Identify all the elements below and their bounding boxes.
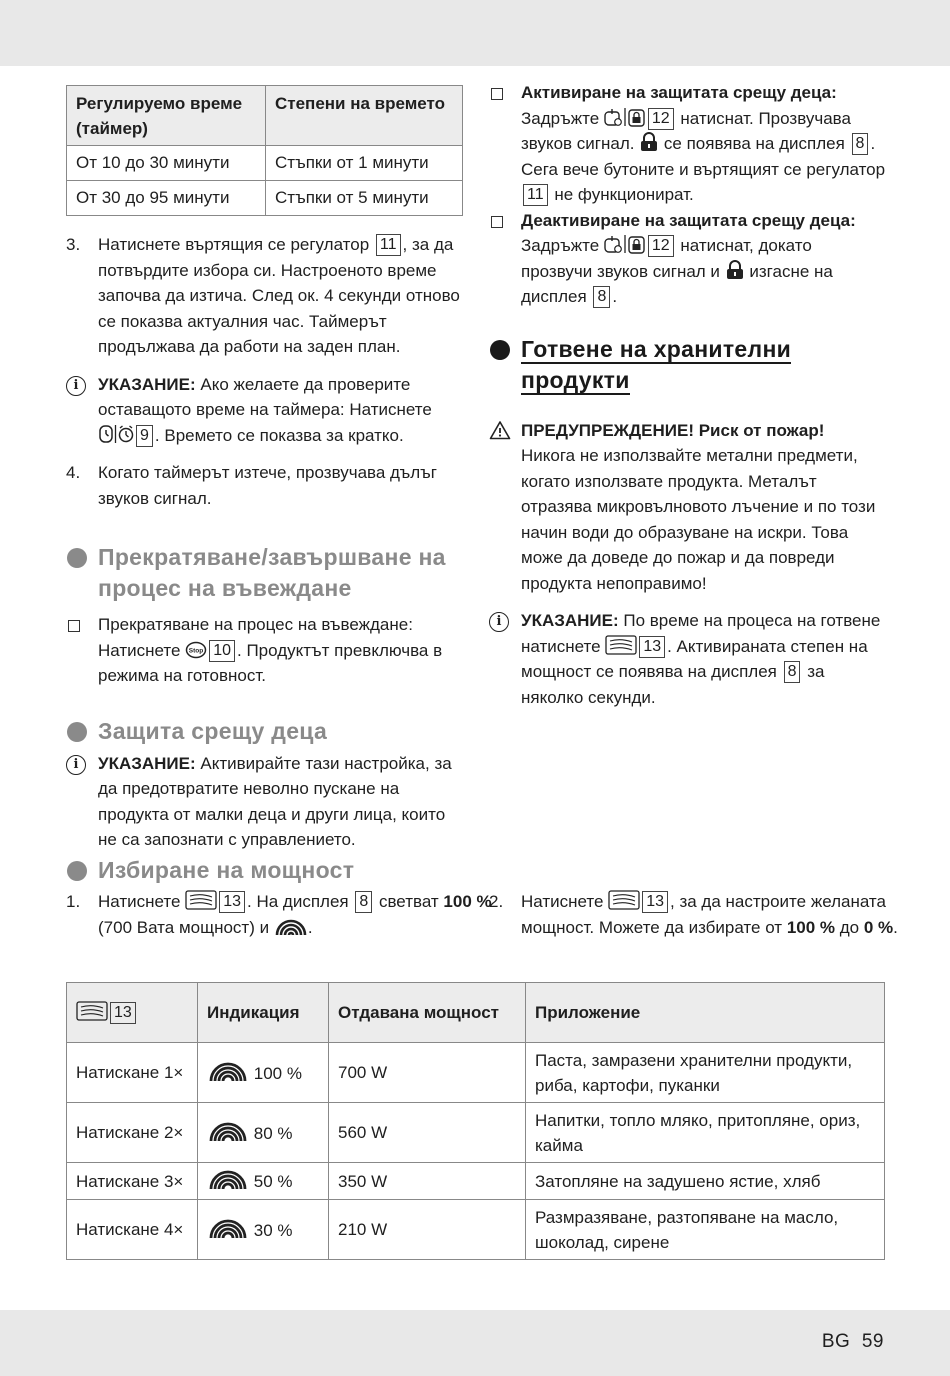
top-band (0, 0, 950, 66)
percent-text: 50 % (253, 1172, 293, 1191)
power-level-icon (274, 916, 308, 936)
item-text: . (612, 287, 618, 306)
info-icon: i (66, 755, 86, 775)
note-text: Ако желаете да проверите оставащото време на таймера: Натиснете (98, 374, 432, 419)
step-text: Натиснете (98, 892, 186, 911)
item-text: натиснат, докато прозвучи звуков сигнал и (521, 236, 812, 281)
ref-box: 9 (136, 425, 153, 447)
item-title: Деактивиране на защитата срещу деца: (521, 210, 856, 230)
step-text: Натиснете (521, 892, 609, 911)
heading-child-lock (66, 716, 464, 747)
lock-icon (639, 132, 659, 152)
step-number: 4. (66, 463, 81, 482)
table-row (67, 1200, 885, 1260)
warning-text: Никога не използвайте метални предмети, когато използвате продукта. Металът отразява микровълновото лъчение и по този начин води до образуване на искри. Това може да доведе до пожар и да повреди продукта непоправимо! (521, 446, 876, 593)
percent-text: 30 % (253, 1220, 293, 1240)
timer-table (66, 85, 463, 216)
bullet-dot (67, 861, 87, 881)
start-lock-icon (604, 234, 646, 254)
start-lock-icon (604, 107, 646, 127)
table-cell: Натискане 4× (67, 1200, 198, 1260)
table-row (67, 146, 463, 181)
table-cell: Размразяване, разтопяване на масло, шоколад, сирене (526, 1200, 885, 1260)
power-button-icon (608, 890, 640, 910)
heading-text: Защита срещу деца (98, 717, 328, 744)
item-text: изгасне на дисплея (521, 261, 833, 306)
table-cell: Паста, замразени хранителни продукти, риба, картофи, пуканки (526, 1043, 885, 1103)
bullet-dot (67, 548, 87, 568)
cancel-item (66, 612, 464, 689)
wave-arc (223, 1136, 233, 1141)
table-cell: От 30 до 95 минути (67, 181, 266, 216)
stop-icon (185, 641, 207, 659)
note-text: . Времето се показва за кратко. (154, 425, 404, 445)
ref-box: 8 (593, 286, 610, 308)
table-cell: От 10 до 30 минути (67, 146, 266, 181)
ref-box: 10 (209, 640, 235, 662)
note-title: УКАЗАНИЕ: (521, 611, 619, 630)
item-text: Задръжте (521, 236, 604, 255)
table-cell: Стъпки от 5 минути (266, 181, 463, 216)
note-cooking (489, 608, 887, 710)
power-button-icon (76, 1001, 108, 1021)
percent-text: 100 % (253, 1063, 302, 1083)
power-level-icon (207, 1120, 249, 1142)
table-cell: Натискане 3× (67, 1163, 198, 1200)
checkbox-icon (68, 620, 80, 632)
table-cell: Напитки, топло мляко, притопляне, ориз, кайма (526, 1103, 885, 1163)
heading-text: Прекратяване/завършване на процес на въвеждане (98, 544, 446, 601)
step-text: . На дисплея (247, 892, 354, 911)
power-level-icon (207, 1060, 249, 1082)
note-text: за няколко секунди. (521, 662, 825, 707)
note-title: УКАЗАНИЕ: (98, 753, 196, 773)
power-table-header: Приложение (526, 983, 885, 1043)
table-row (67, 181, 463, 216)
warning-fire (489, 418, 887, 597)
item-text: Прекратяване на процес на въвеждане: Натиснете (98, 615, 413, 660)
info-icon: i (66, 376, 86, 396)
power-level-icon (207, 1168, 249, 1190)
power-table-header: Индикация (198, 983, 329, 1043)
power-step-1 (66, 889, 496, 940)
table-cell: 560 W (329, 1103, 526, 1163)
bullet-dot (67, 722, 87, 742)
step-text: Когато таймерът изтече, прозвучава дълъг звуков сигнал. (98, 463, 437, 508)
warning-icon (489, 420, 511, 440)
percent-text: 80 % (253, 1123, 293, 1143)
svg-text:Stop: Stop (188, 647, 204, 654)
ref-box: 11 (376, 234, 401, 256)
item-text: . Сега вече бутоните и въртящият се регулатор (521, 134, 886, 179)
heading-cancel (66, 542, 464, 604)
note-title: УКАЗАНИЕ: (98, 374, 196, 394)
note-text: По време на процеса на готвене натиснете (521, 611, 881, 656)
table-row (67, 1103, 885, 1163)
heading-text: Избиране на мощност (98, 857, 355, 883)
item-text: не функционират. (549, 185, 694, 204)
wave-arc (223, 1076, 233, 1081)
language-code: BG (821, 1331, 851, 1352)
timer-header-2: Степени на времето (266, 86, 463, 146)
table-cell (198, 1103, 329, 1163)
ref-box: 13 (219, 891, 245, 913)
ref-box: 13 (642, 891, 668, 913)
ref-box: 8 (852, 133, 869, 155)
power-button-icon (185, 890, 217, 910)
heading-power (66, 855, 496, 886)
ref-box: 11 (523, 184, 548, 206)
note-timer (66, 372, 464, 449)
step-text: , за да потвърдите избора си. Настроеното време започва да изтича. След ок. 4 секунди отново се показва актуалния час. Таймерът продължава да работи на заден план. (98, 235, 460, 356)
activate-item (489, 80, 887, 208)
checkbox-icon (491, 88, 503, 100)
power-button-icon (605, 635, 637, 655)
warning-title: ПРЕДУПРЕЖДЕНИЕ! Риск от пожар! (521, 420, 825, 440)
deactivate-item (489, 208, 887, 310)
note-text: . Активираната степен на мощност се появява на дисплея (521, 636, 868, 681)
step-3 (66, 232, 464, 360)
ref-box: 13 (110, 1002, 136, 1024)
ref-box: 8 (784, 661, 801, 683)
ref-box: 13 (639, 636, 665, 658)
step-number: 2. (489, 892, 504, 911)
table-cell: Затопляне на задушено ястие, хляб (526, 1163, 885, 1200)
table-row (67, 1043, 885, 1103)
step-text: . (893, 917, 898, 937)
step-number: 3. (66, 235, 81, 254)
power-step-2 (489, 889, 919, 940)
table-cell: 350 W (329, 1163, 526, 1200)
step-text: Натиснете въртящия се регулатор (98, 235, 370, 254)
step-text: . (307, 917, 313, 937)
step-text: светват (374, 892, 444, 911)
ref-box: 12 (648, 108, 674, 130)
wave-arc (223, 1184, 233, 1189)
table-cell: 700 W (329, 1043, 526, 1103)
step-text: , за да настроите желаната мощност. Можете да избирате от (521, 892, 886, 937)
item-text: Задръжте (521, 108, 604, 128)
step-text: (700 Вата мощност) и (98, 917, 274, 937)
table-cell (198, 1200, 329, 1260)
bold-value: 0 % (863, 917, 894, 937)
right-column (489, 80, 887, 710)
table-cell (198, 1043, 329, 1103)
power-table-header-button (67, 983, 198, 1043)
timer-clock-icon (98, 424, 134, 444)
footer-band (0, 1310, 950, 1376)
info-icon: i (489, 612, 509, 632)
step-number: 1. (66, 892, 81, 911)
heading-text: Готвене на хранителни продукти (521, 335, 792, 393)
table-row (67, 1163, 885, 1200)
power-level-icon (207, 1217, 249, 1239)
item-text: натиснат. Прозвучава звуков сигнал. (521, 108, 851, 153)
bullet-dot (490, 340, 510, 360)
bold-value: 100 % (786, 917, 836, 937)
table-cell: 210 W (329, 1200, 526, 1260)
left-column (66, 85, 464, 853)
table-cell: Стъпки от 1 минути (266, 146, 463, 181)
step-text: до (835, 917, 864, 937)
timer-header-1: Регулируемо време (таймер) (67, 86, 266, 146)
power-table-header: Отдавана мощност (329, 983, 526, 1043)
table-cell: Натискане 1× (67, 1043, 198, 1103)
page-num: 59 (861, 1331, 884, 1352)
note-child-lock (66, 751, 464, 853)
item-title: Активиране на защитата срещу деца: (521, 83, 837, 102)
ref-box: 12 (648, 235, 674, 257)
step-4 (66, 460, 464, 511)
note-text: Активирайте тази настройка, за да предотвратите неволно пускане на продукта от малки деца и други лица, които не са запознати с управлението. (98, 753, 452, 849)
bold-value: 100 % (443, 892, 492, 911)
table-cell (198, 1163, 329, 1200)
item-text: . Продуктът превключва в режима на готовност. (98, 640, 443, 685)
item-text: се появява на дисплея (659, 134, 850, 153)
ref-box: 8 (355, 891, 372, 913)
checkbox-icon (491, 216, 503, 228)
wave-arc (223, 1233, 233, 1238)
power-table (66, 982, 885, 1260)
lock-icon (725, 260, 745, 280)
page-number (822, 1329, 884, 1355)
heading-cooking (489, 334, 887, 396)
table-cell: Натискане 2× (67, 1103, 198, 1163)
